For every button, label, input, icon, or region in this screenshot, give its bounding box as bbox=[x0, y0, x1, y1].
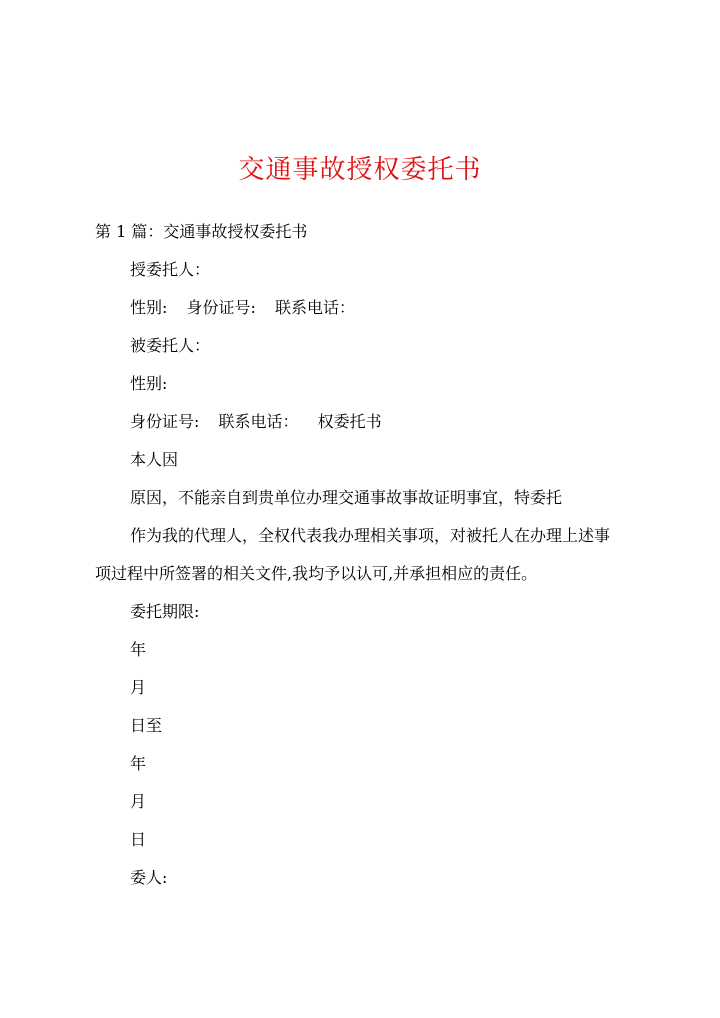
delegatee-label: 被委托人： bbox=[130, 336, 211, 355]
body-line: 原因，不能亲自到贵单位办理交通事故事故证明事宜，特委托 bbox=[130, 488, 563, 507]
year-label: 年 bbox=[130, 640, 147, 659]
body-line: 作为我的代理人，全权代表我办理相关事项，对被托人在办理上述事 bbox=[130, 526, 611, 545]
year-label: 年 bbox=[130, 754, 147, 773]
document-title: 交通事故授权委托书 bbox=[238, 155, 482, 185]
document-heading: 第 1 篇：交通事故授权委托书 bbox=[95, 222, 308, 241]
body-line: 项过程中所签署的相关文件,我均予以认可,并承担相应的责任。 bbox=[95, 564, 538, 583]
delegator-info-row bbox=[130, 296, 355, 320]
delegator-label: 授委托人： bbox=[130, 260, 211, 279]
gender-label: 性别: bbox=[130, 298, 168, 317]
month-label: 月 bbox=[130, 792, 147, 811]
term-label: 委托期限: bbox=[130, 602, 200, 621]
phone-label: 联系电话： bbox=[218, 412, 299, 431]
id-number-label: 身份证号: bbox=[130, 412, 200, 431]
phone-label: 联系电话： bbox=[275, 298, 356, 317]
delegatee-gender-label: 性别: bbox=[130, 374, 168, 393]
day-to-label: 日至 bbox=[130, 716, 163, 735]
month-label: 月 bbox=[130, 678, 147, 697]
day-label: 日 bbox=[130, 830, 147, 849]
id-number-label: 身份证号: bbox=[186, 298, 256, 317]
delegatee-info-row bbox=[130, 410, 382, 434]
document-name-text: 权委托书 bbox=[317, 412, 382, 431]
body-line: 本人因 bbox=[130, 450, 179, 469]
signer-label: 委人: bbox=[130, 868, 168, 887]
